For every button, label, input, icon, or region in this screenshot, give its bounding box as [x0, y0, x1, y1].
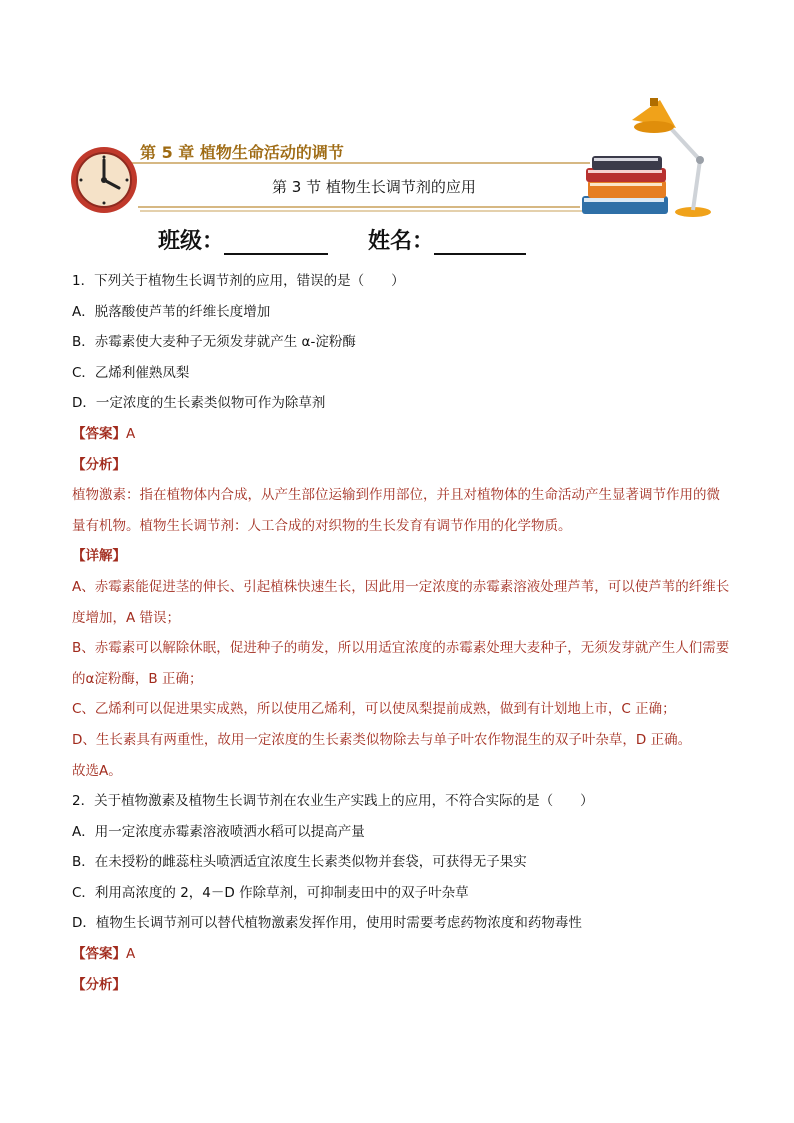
q1-answer [72, 419, 732, 450]
name-blank [434, 231, 526, 255]
q2-answer-value: A [126, 946, 136, 963]
q2-option-a: A．用一定浓度赤霉素溶液喷洒水稻可以提高产量 [72, 823, 365, 840]
q1-conclusion: 故选A。 [72, 762, 122, 779]
q2-option-d: D．植物生长调节剂可以替代植物激素发挥作用，使用时需要考虑药物浓度和药物毒性 [72, 915, 582, 932]
q1-detail-b: B、赤霉素可以解除休眠，促进种子的萌发，所以用适宜浓度的赤霉素处理大麦种子，无须发芽就产生人们需要的α淀粉酶，B 正确； [72, 640, 730, 687]
q1-stem: 1．下列关于植物生长调节剂的应用，错误的是（ ） [72, 273, 405, 289]
q1-analysis-tag: 【分析】 [72, 456, 126, 473]
chapter-title: 第 5 章 植物生命活动的调节 [140, 143, 344, 162]
q1-option-d: D．一定浓度的生长素类似物可作为除草剂 [72, 395, 326, 412]
section-title: 第 3 节 植物生长调节剂的应用 [272, 178, 476, 196]
q2-option-c: C．利用高浓度的 2，4－D 作除草剂，可抑制麦田中的双子叶杂草 [72, 884, 469, 901]
q1-option-a: A．脱落酸使芦苇的纤维长度增加 [72, 303, 271, 320]
q1-detail-a: A、赤霉素能促进茎的伸长、引起植株快速生长，因此用一定浓度的赤霉素溶液处理芦苇，可以使芦苇的纤维长度增加，A 错误； [72, 578, 730, 626]
books-icon [582, 156, 668, 214]
q2-stem: 2．关于植物激素及植物生长调节剂在农业生产实践上的应用，不符合实际的是（ ） [72, 793, 594, 810]
student-info-line [158, 224, 526, 255]
q2-analysis-tag: 【分析】 [72, 976, 126, 993]
q1-detail-c: C、乙烯利可以促进果实成熟，所以使用乙烯利，可以使凤梨提前成熟，做到有计划地上市，C 正确； [72, 701, 676, 718]
q2-option-b: B．在未授粉的雌蕊柱头喷洒适宜浓度生长素类似物并套袋，可获得无子果实 [72, 854, 527, 871]
q1-detail-tag: 【详解】 [72, 548, 126, 565]
q1-option-b: B．赤霉素使大麦种子无须发芽就产生 α-淀粉酶 [72, 334, 356, 351]
q2-answer [72, 939, 732, 970]
page-header [0, 0, 794, 260]
class-label: 班级： [158, 229, 225, 254]
q1-detail-d: D、生长素具有两重性，故用一定浓度的生长素类似物除去与单子叶农作物混生的双子叶杂草，D 正确。 [72, 731, 692, 748]
clock-icon [71, 147, 137, 213]
q1-option-c: C．乙烯利催熟凤梨 [72, 364, 190, 381]
class-blank [224, 231, 328, 255]
q1-answer-value: A [126, 425, 136, 442]
q1-answer-tag: 【答案】 [72, 425, 126, 442]
q2-answer-tag: 【答案】 [72, 946, 126, 963]
name-label: 姓名： [368, 229, 435, 254]
header-graphics [0, 0, 794, 260]
q1-analysis: 植物激素：指在植物体内合成，从产生部位运输到作用部位，并且对植物体的生命活动产生显著调节作用的微量有机物。植物生长调节剂：人工合成的对织物的生长发育有调节作用的化学物质。 [72, 487, 720, 534]
question-content [72, 266, 732, 1000]
